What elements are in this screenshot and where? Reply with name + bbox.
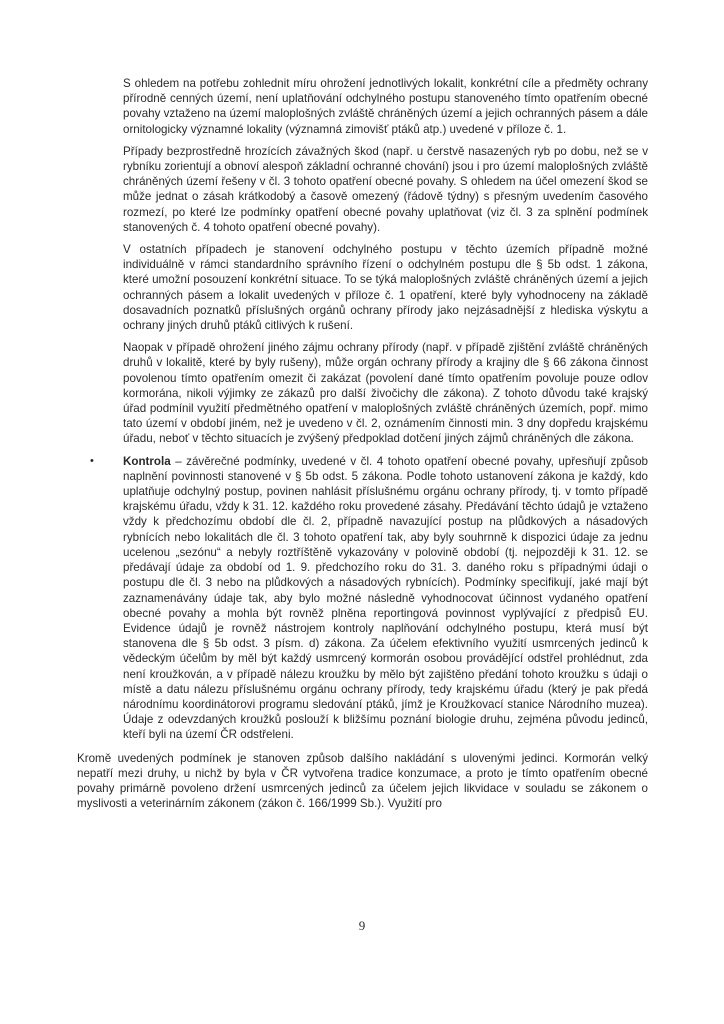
bullet-text: – závěrečné podmínky, uvedené v čl. 4 tohoto opatření obecné povahy, upřesňují způsob naplnění povinnosti stanovené v § 5b odst. 5 zákona. Podle tohoto ustanovení zákona je každý, kdo uplatňuje odchylný postup, povinen nahlásit příslušnému orgánu ochrany přírody, tj. v tomto případě krajskému úřadu, vždy k 31. 12. každého roku provedené zásahy. Předávání těchto údajů je vztaženo vždy k předchozímu období dle čl. 2, případně navazující postup na plůdkových a násadových rybnících nebo lokalitách dle čl. 3 tohoto opatření tak, aby byly souhrnně k dispozici údaje za jednu ucelenou „sezónu“ a nebyly roztříštěně vykazovány v polovině období (tj. nejpozději k 31. 12. se předávají údaje za období od 1. 9. předchozího roku do 31. 3. daného roku s případnými údaji o postupu dle čl. 3 nebo na plůdkových a násadových rybnících). Podmínky specifikují, jaké mají být zaznamenávány údaje tak, aby bylo možné následně vyhodnocovat účinnost vydaného opatření obecné povahy a mohla být rovněž plněna reportingová povinnost vyplývající z předpisů EU. Evidence údajů je rovněž nástrojem kontroly naplňování odchylného postupu, která musí být stanovena dle § 5b odst. 3 písm. d) zákona. Za účelem efektivního využití usmrcených jedinců k vědeckým účelům by měl být každý usmrcený kormorán osobou provádějící odstřel prohlédnut, zda není kroužkován, a v případě nálezu kroužku by mělo být zajištěno předání tohoto kroužku s údaji o místě a datu nálezu příslušnému orgánu ochrany přírody, tedy krajskému úřadu (který je pak předá národnímu koordinátorovi programu sledování ptáků, jímž je Kroužkovací stanice Národního muzea). Údaje z odevzdaných kroužků poslouží k bližšímu poznání biologie druhu, zejména původu jedinců, kteří byli na území ČR odstřeleni. <box>123 454 648 742</box>
paragraph-other-cases: V ostatních případech je stanovení odchylného postupu v těchto územích případně možné individuálně v rámci standardního správního řízení o odchylném postupu dle § 5b odst. 1 zákona, které umožní posouzení konkrétní situace. To se týká maloplošných zvláště chráněných území a jejich ochranných pásem a lokalit uvedených v příloze č. 1 opatření, které byly vyhodnoceny na základě dosavadních poznatků příslušných orgánů ochrany přírody jako nejzásadnější z hlediska výskytu a ochrany jiných druhů ptáků citlivých k rušení. <box>123 243 648 333</box>
paragraph-closing: Kromě uvedených podmínek je stanoven způsob dalšího nakládání s ulovenými jedinci. Kormorán velký nepatří mezi druhy, u nichž by byla v ČR vytvořena tradice konzumace, a proto je tímto opatřením obecné povahy primárně povoleno držení usmrcených jedinců za účelem jejich likvidace v souladu se zákonem o myslivosti a veterinárním zákonem (zákon č. 166/1999 Sb.). Využití pro <box>77 751 648 811</box>
bullet-marker: • <box>90 454 94 467</box>
paragraph-exemption-scope: S ohledem na potřebu zohlednit míru ohrožení jednotlivých lokalit, konkrétní cíle a předměty ochrany přírodně cenných území, není uplatňování odchylného postupu stanoveného tímto opatřením obecné povahy vztaženo na území maloplošných zvláště chráněných území a jejich ochranných pásem a dále ornitologicky významné lokality (významná zimovišť ptáků atp.) uvedené v příloze č. 1. <box>123 77 648 136</box>
page-body <box>0 76 724 818</box>
bullet-term: Kontrola <box>123 454 171 468</box>
bullet-control <box>90 454 648 743</box>
paragraph-imminent-damage: Případy bezprostředně hrozících závažných škod (např. u čerstvě nasazených ryb po dobu, než se v rybníku zorientují a obnoví alespoň základní ochranné chování) jsou i pro území maloplošných zvláště chráněných území řešeny v čl. 3 tohoto opatření obecné povahy. S ohledem na účel omezení škod se může jednat o zásah krátkodobý a časově omezený (řádově týdny) s přesným uvedením časového rozmezí, po které lze podmínky opatření obecné povahy uplatňovat (viz čl. 3 za splnění podmínek stanovených č. 4 tohoto opatření obecné povahy). <box>123 144 648 234</box>
page-number: 9 <box>358 918 366 933</box>
paragraph-other-interest: Naopak v případě ohrožení jiného zájmu ochrany přírody (např. v případě zjištění zvláště chráněných druhů v lokalitě, které by byly rušeny), může orgán ochrany přírody a krajiny dle § 66 zákona činnost povolenou tímto opatřením omezit či zakázat (povolení dané tímto opatřením povoluje pouze odlov kormorána, nikoli výjimky ze zákazů pro další živočichy dle zákona). Z tohoto důvodu také krajský úřad podmínil využití předmětného opatření v maloplošných zvláště chráněných územích, popř. mimo tato území v období jiném, než je uvedeno v čl. 2, oznámením činnosti min. 3 dny dopředu krajskému úřadu, neboť v těchto situacích je zvýšený předpoklad dotčení jiných zájmů chráněných dle zákona. <box>123 341 648 446</box>
